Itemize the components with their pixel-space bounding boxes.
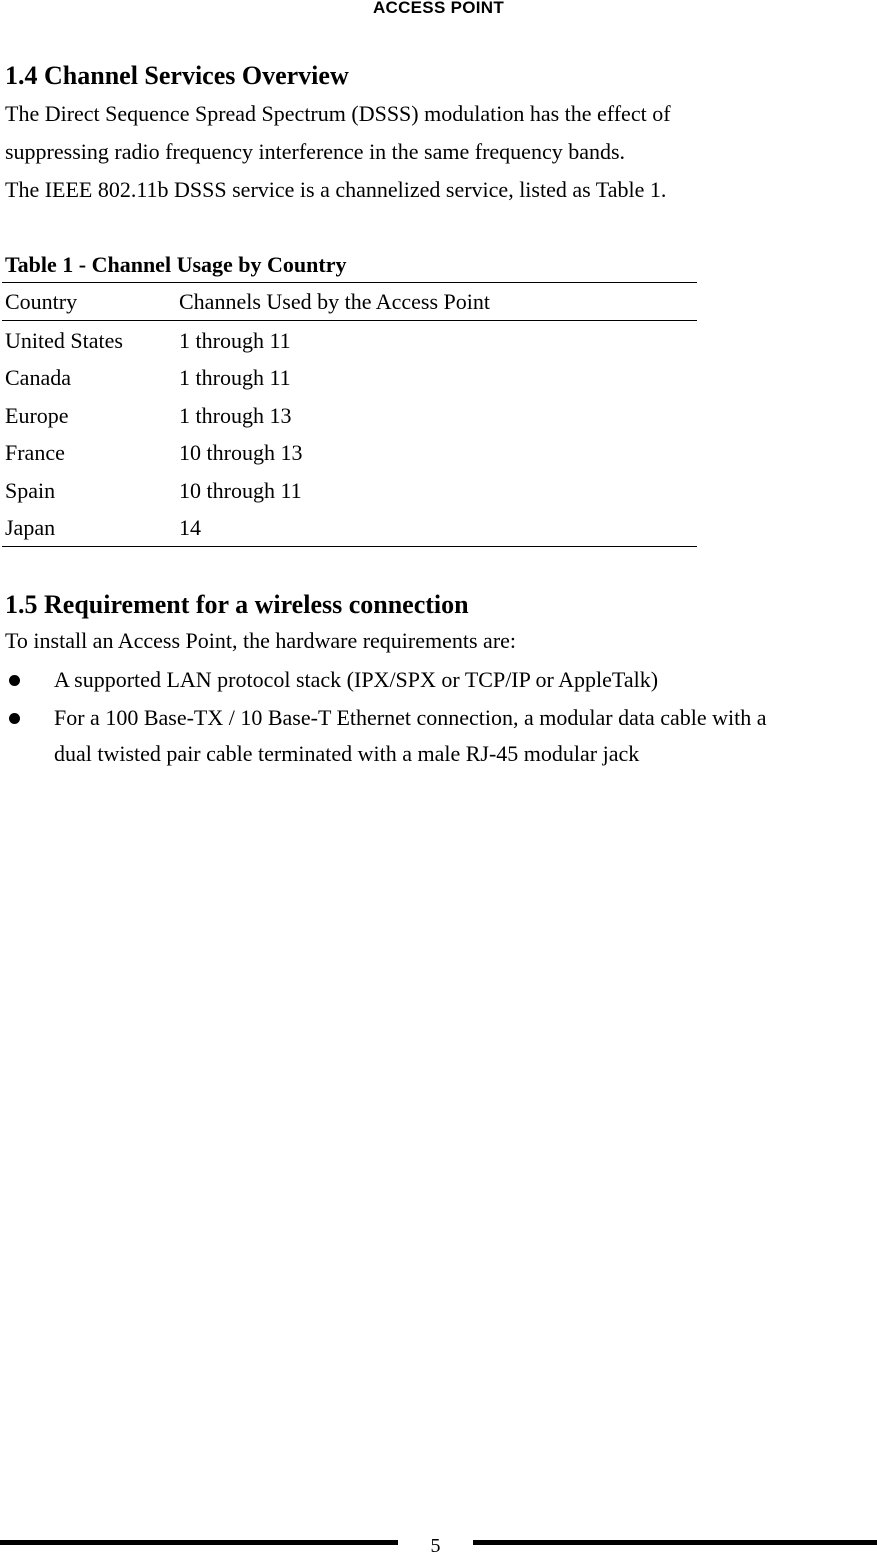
table-header-channels: Channels Used by the Access Point [179,289,491,314]
running-header: ACCESS POINT [372,0,505,17]
channels-cell: 10 through 11 [179,478,302,503]
table-header-country: Country [5,289,78,314]
requirements-intro: To install an Access Point, the hardware requirements are: [5,628,517,653]
country-cell: France [5,440,65,465]
country-cell: Spain [5,478,56,503]
paragraph-line: The Direct Sequence Spread Spectrum (DSSS) modulation has the effect of [5,101,671,126]
footer-rule-left [0,1540,398,1545]
list-item-text: For a 100 Base-TX / 10 Base-T Ethernet connection, a modular data cable with a [54,705,767,730]
footer-rule-right [473,1540,877,1545]
country-cell: United States [5,328,123,353]
channels-cell: 1 through 13 [179,403,292,428]
channels-cell: 14 [179,515,201,540]
table-top-rule [2,282,697,283]
bullet-icon [9,675,20,686]
list-item-text-continued: dual twisted pair cable terminated with a male RJ-45 modular jack [54,741,640,766]
table-caption: Table 1 - Channel Usage by Country [5,252,347,277]
country-cell: Japan [5,515,56,540]
page-number: 5 [430,1535,441,1557]
country-cell: Europe [5,403,69,428]
section-title-wireless-requirements: 1.5 Requirement for a wireless connection [5,590,469,619]
channels-cell: 1 through 11 [179,328,291,353]
paragraph-line: suppressing radio frequency interference in the same frequency bands. [5,139,626,164]
section-title-channel-services: 1.4 Channel Services Overview [5,61,349,90]
channels-cell: 10 through 13 [179,440,303,465]
table-bottom-rule [2,546,697,547]
paragraph-line: The IEEE 802.11b DSSS service is a channelized service, listed as Table 1. [5,177,667,202]
list-item-text: A supported LAN protocol stack (IPX/SPX or TCP/IP or AppleTalk) [54,667,659,692]
country-cell: Canada [5,365,71,390]
bullet-icon [9,713,20,724]
table-header-rule [2,320,697,321]
channels-cell: 1 through 11 [179,365,291,390]
